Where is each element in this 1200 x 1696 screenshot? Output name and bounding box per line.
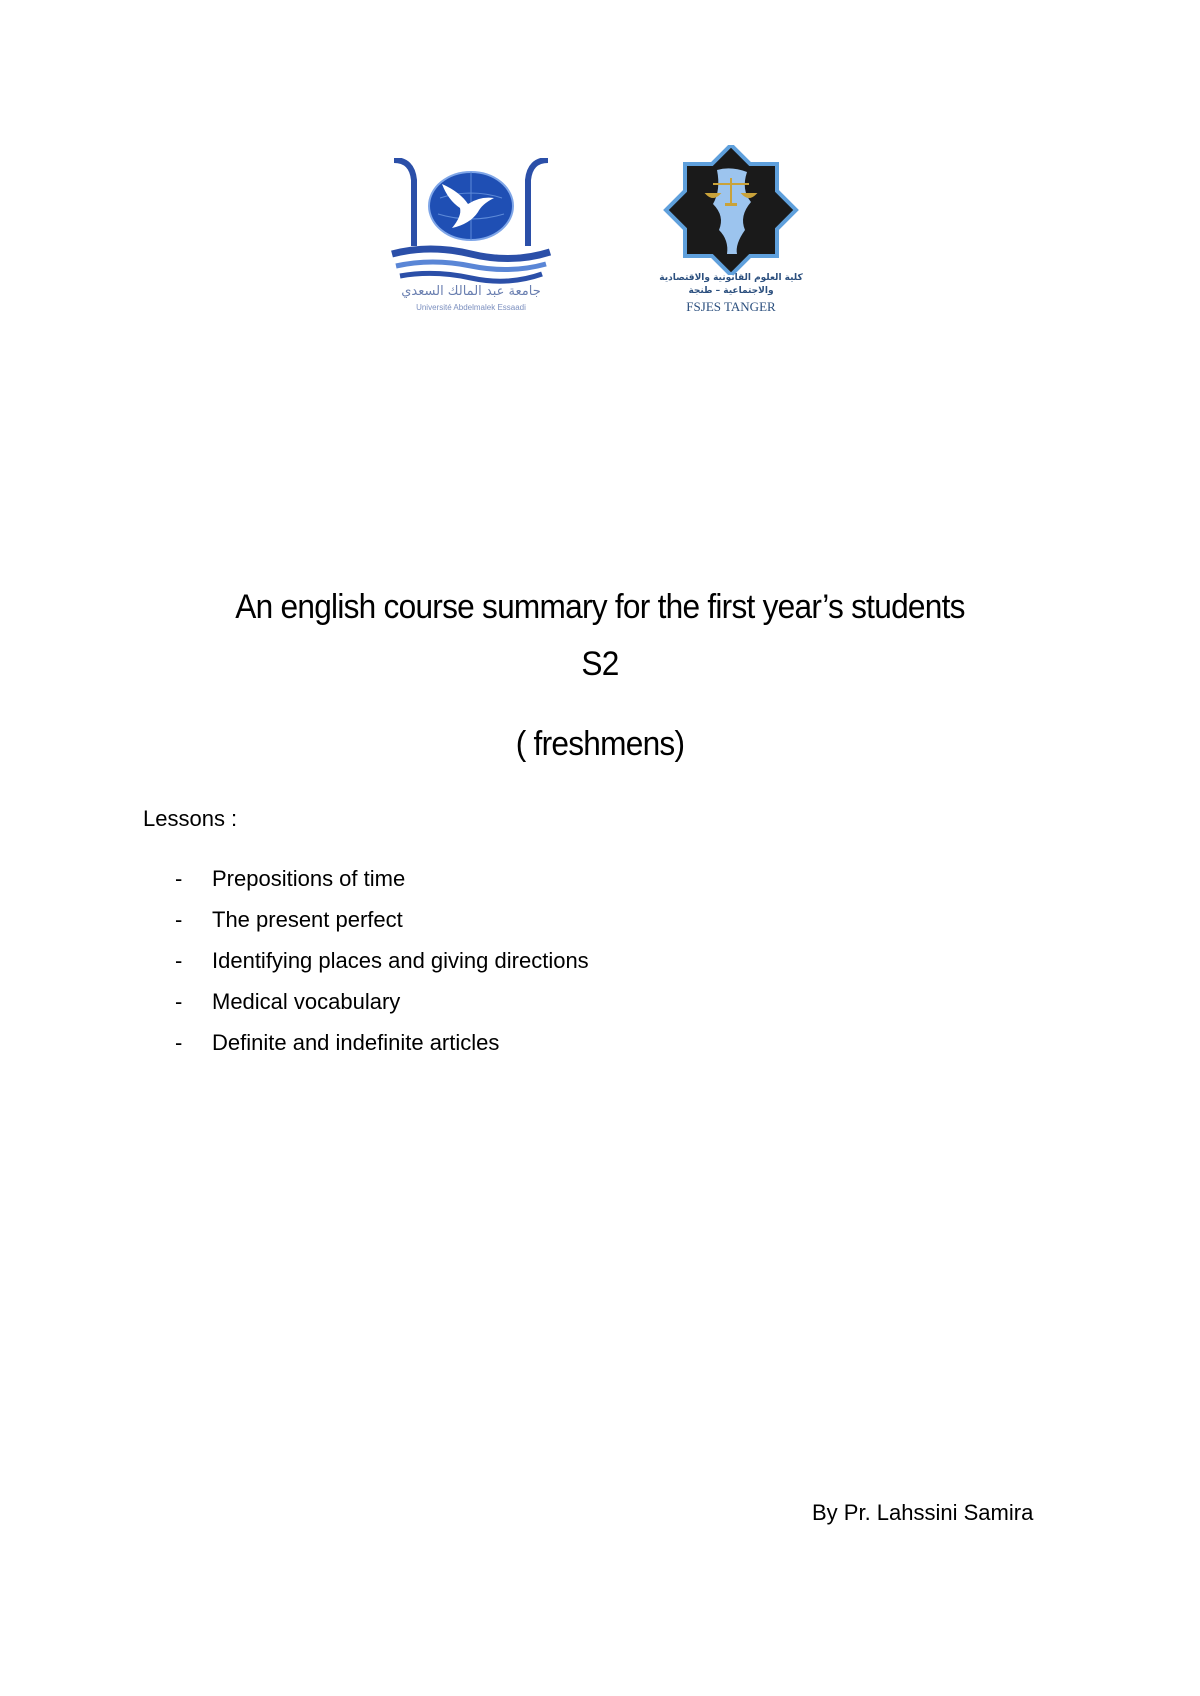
list-item bbox=[175, 989, 589, 1030]
audience-label: ( freshmens) bbox=[515, 725, 685, 763]
dash-bullet-icon: - bbox=[175, 866, 183, 891]
list-item bbox=[175, 907, 589, 948]
list-item bbox=[175, 948, 589, 989]
university-arabic-name: جامعة عبد المالك السعدي bbox=[401, 284, 541, 299]
university-latin-name: Université Abdelmalek Essaadi bbox=[416, 303, 526, 312]
semester-label: S2 bbox=[581, 645, 619, 683]
university-logo bbox=[390, 158, 552, 318]
dash-bullet-icon: - bbox=[175, 907, 183, 932]
lessons-list bbox=[175, 866, 589, 1071]
faculty-arabic-line1: كلية العلوم القانونية والاقتصادية bbox=[659, 273, 803, 283]
lesson-title: The present perfect bbox=[212, 907, 403, 932]
dash-bullet-icon: - bbox=[175, 948, 183, 973]
lesson-title: Definite and indefinite articles bbox=[212, 1030, 500, 1055]
scales-of-justice-icon bbox=[656, 145, 806, 275]
document-title: An english course summary for the first year’s students bbox=[235, 588, 965, 626]
dash-bullet-icon: - bbox=[175, 989, 183, 1014]
list-item bbox=[175, 1030, 589, 1071]
faculty-arabic-line2: والاجتماعية – طنجة bbox=[688, 286, 774, 296]
faculty-logo bbox=[656, 145, 806, 315]
dash-bullet-icon: - bbox=[175, 1030, 183, 1055]
faculty-latin-name: FSJES TANGER bbox=[686, 299, 776, 314]
lesson-title: Prepositions of time bbox=[212, 866, 406, 891]
lesson-title: Medical vocabulary bbox=[212, 989, 401, 1014]
list-item bbox=[175, 866, 589, 907]
author-byline: By Pr. Lahssini Samira bbox=[812, 1500, 1034, 1525]
lessons-heading: Lessons : bbox=[143, 806, 238, 831]
lesson-title: Identifying places and giving directions bbox=[212, 948, 589, 973]
